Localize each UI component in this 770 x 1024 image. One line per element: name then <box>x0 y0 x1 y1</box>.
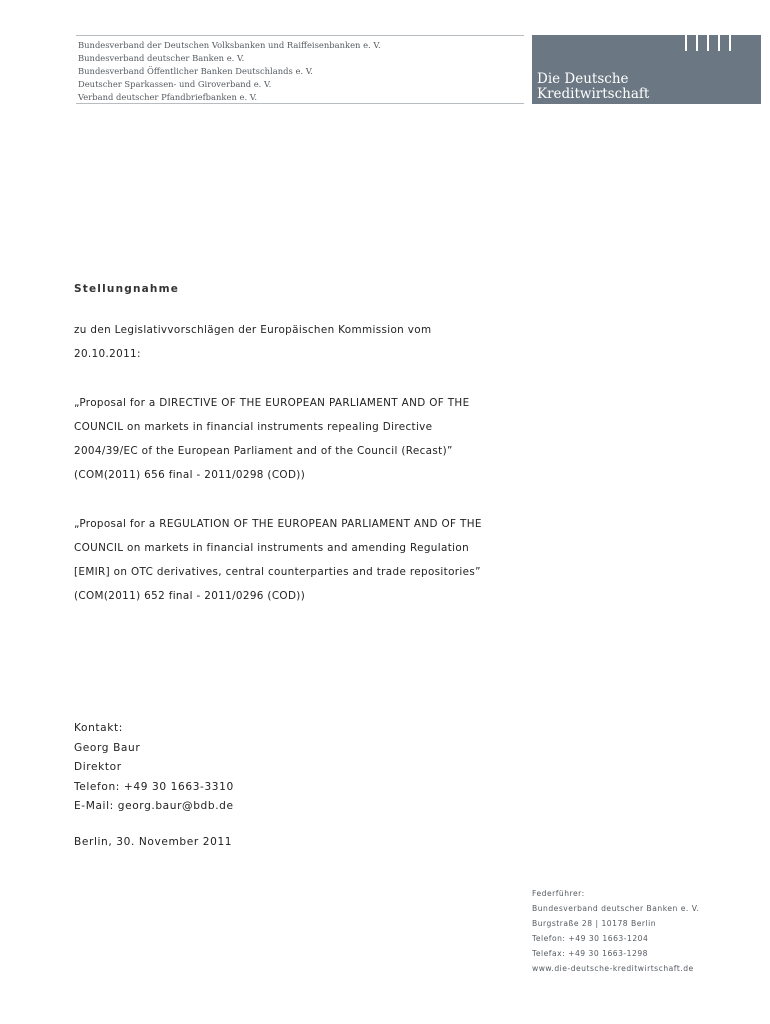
association-item: Deutscher Sparkassen- und Giroverband e. V. <box>78 79 272 89</box>
proposal-line: „Proposal for a REGULATION OF THE EUROPEAN PARLIAMENT AND OF THE <box>74 518 482 530</box>
contact-role: Direktor <box>74 761 122 773</box>
footer-info <box>532 886 699 976</box>
association-item: Verband deutscher Pfandbriefbanken e. V. <box>78 92 258 102</box>
proposal-line: [EMIR] on OTC derivatives, central counterparties and trade repositories” <box>74 566 481 578</box>
association-list <box>78 39 518 104</box>
footer-phone: Telefon: +49 30 1663-1204 <box>532 934 649 943</box>
proposal-line: COUNCIL on markets in financial instruments repealing Directive <box>74 421 433 433</box>
association-item: Bundesverband der Deutschen Volksbanken und Raiffeisenbanken e. V. <box>78 40 381 50</box>
footer-organization: Bundesverband deutscher Banken e. V. <box>532 904 700 913</box>
intro-line: zu den Legislativvorschlägen der Europäischen Kommission vom <box>74 324 432 336</box>
association-item: Bundesverband Öffentlicher Banken Deutschlands e. V. <box>78 66 313 76</box>
footer-address: Burgstraße 28 | 10178 Berlin <box>532 919 657 928</box>
intro-line: 20.10.2011: <box>74 348 141 360</box>
proposal-regulation <box>74 512 544 608</box>
proposal-line: „Proposal for a DIRECTIVE OF THE EUROPEAN PARLIAMENT AND OF THE <box>74 397 470 409</box>
proposal-directive <box>74 391 544 487</box>
header-rule-bottom <box>76 103 524 104</box>
association-item: Bundesverband deutscher Banken e. V. <box>78 53 245 63</box>
contact-block <box>74 719 234 817</box>
contact-name: Georg Baur <box>74 741 141 754</box>
proposal-line: (COM(2011) 656 final - 2011/0298 (COD)) <box>74 469 306 481</box>
footer-fax: Telefax: +49 30 1663-1298 <box>532 949 649 958</box>
contact-heading: Kontakt: <box>74 722 123 734</box>
footer-label: Federführer: <box>532 889 585 898</box>
footer-website-link[interactable]: www.die-deutsche-kreditwirtschaft.de <box>532 964 694 973</box>
proposal-line: 2004/39/EC of the European Parliament and of the Council (Recast)” <box>74 445 453 457</box>
proposal-line: (COM(2011) 652 final - 2011/0296 (COD)) <box>74 590 306 602</box>
intro-paragraph <box>74 318 544 366</box>
logo-line-2: Kreditwirtschaft <box>537 86 650 102</box>
logo-bars-icon <box>685 35 731 51</box>
contact-email: E-Mail: georg.baur@bdb.de <box>74 800 234 812</box>
logo-line-1: Die Deutsche <box>537 71 629 87</box>
logo <box>532 35 761 104</box>
place-date: Berlin, 30. November 2011 <box>74 836 233 848</box>
contact-phone: Telefon: +49 30 1663-3310 <box>74 780 234 793</box>
header-rule-top <box>76 35 524 36</box>
document-title: Stellungnahme <box>74 283 180 295</box>
logo-text <box>537 72 649 102</box>
proposal-line: COUNCIL on markets in financial instruments and amending Regulation <box>74 542 469 554</box>
